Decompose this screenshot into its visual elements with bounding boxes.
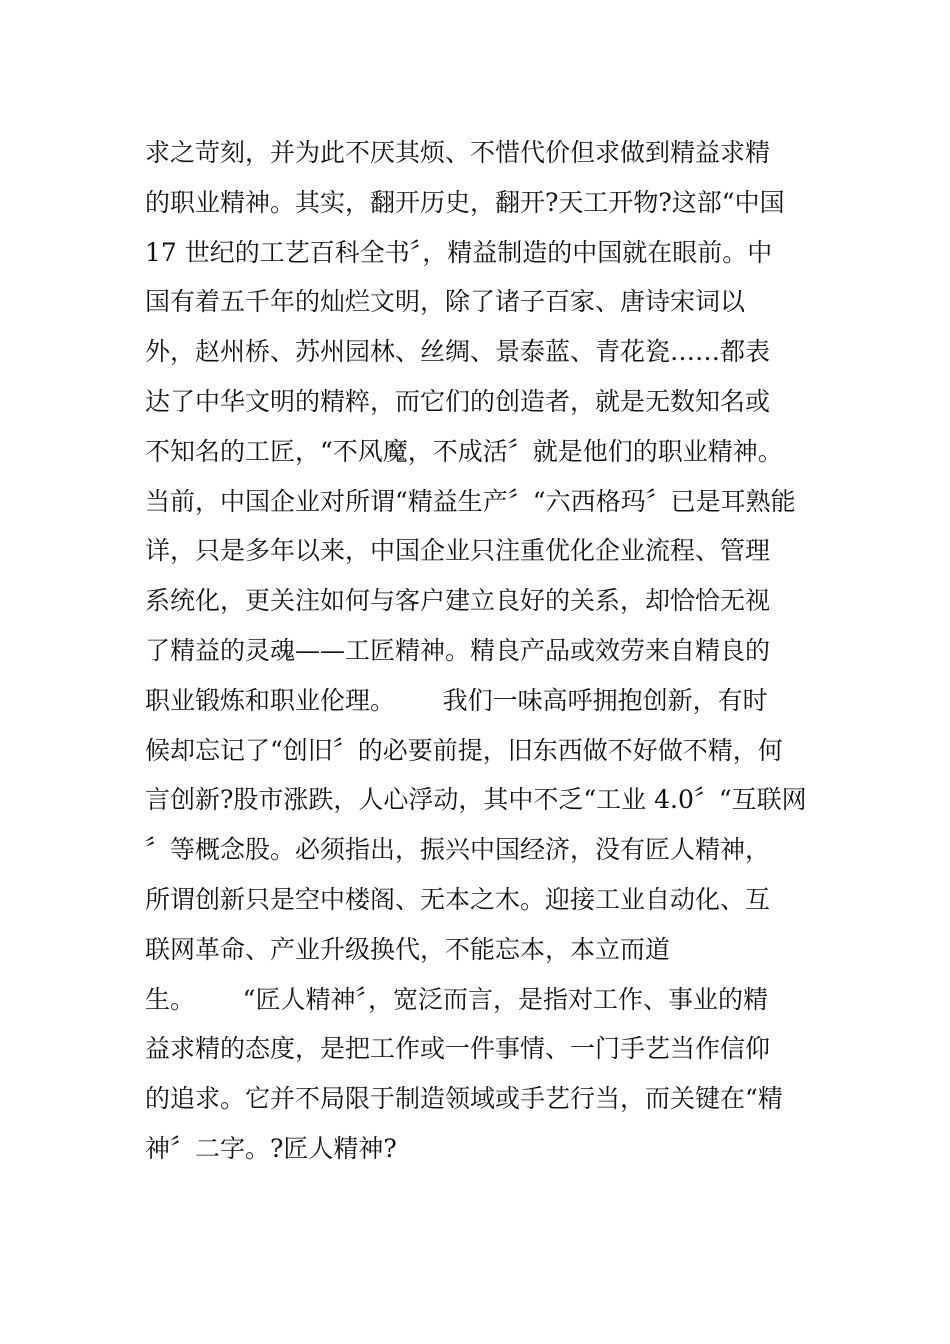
text-line: 求之苛刻，并为此不厌其烦、不惜代价但求做到精益求精	[145, 138, 771, 167]
text-line: 国有着五千年的灿烂文明，除了诸子百家、唐诗宋词以	[145, 287, 746, 317]
text-line: 当前，中国企业对所谓“精益生产〞“六西格玛〞已是耳熟能	[145, 486, 796, 516]
text-line: 17 世纪的工艺百科全书〞，精益制造的中国就在眼前。中	[145, 237, 773, 267]
text-line: 益求精的态度，是把工作或一件事情、一门手艺当作信仰	[145, 1034, 771, 1064]
text-line: 所谓创新只是空中楼阁、无本之木。迎接工业自动化、互	[145, 884, 771, 914]
text-line: 的职业精神。其实，翻开历史，翻开?天工开物?这部“中国	[145, 187, 785, 217]
text-line: 外，赵州桥、苏州园林、丝绸、景泰蓝、青花瓷……都表	[145, 337, 771, 367]
text-line: 生。 “匠人精神〞，宽泛而言，是指对工作、事业的精	[145, 984, 768, 1014]
text-line: 候却忘记了“创旧〞的必要前提，旧东西做不好做不精，何	[145, 735, 783, 765]
text-line: 〞等概念股。必须指出，振兴中国经济，没有匠人精神，	[145, 835, 771, 865]
text-line: 详，只是多年以来，中国企业只注重优化企业流程、管理	[145, 536, 771, 566]
text-line: 达了中华文明的精粹，而它们的创造者，就是无数知名或	[145, 386, 771, 416]
body-text	[145, 128, 825, 1174]
text-line: 言创新?股市涨跌，人心浮动，其中不乏“工业 4.0〞“互联网	[145, 785, 807, 815]
text-line: 职业锻炼和职业伦理。 我们一味高呼拥抱创新，有时	[145, 685, 768, 715]
text-line: 联网革命、产业升级换代，不能忘本，本立而道	[145, 934, 671, 964]
text-line: 系统化，更关注如何与客户建立良好的关系，却恰恰无视	[145, 586, 771, 616]
text-line: 神〞二字。?匠人精神?	[145, 1133, 397, 1163]
text-line: 不知名的工匠，“不风魔，不成活〞就是他们的职业精神。	[145, 436, 783, 466]
text-line: 了精益的灵魂——工匠精神。精良产品或效劳来自精良的	[145, 635, 771, 665]
text-line: 的追求。它并不局限于制造领域或手艺行当，而关键在“精	[145, 1084, 783, 1114]
